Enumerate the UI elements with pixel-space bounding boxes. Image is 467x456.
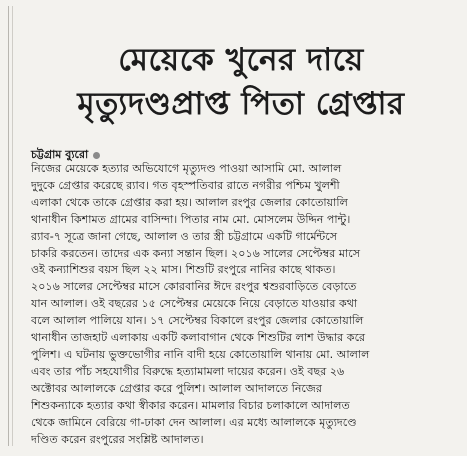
column-rule [8, 6, 9, 446]
headline-line-2: মৃত্যুদণ্ডপ্রাপ্ত পিতা গ্রেপ্তার [77, 86, 405, 122]
body-line: থানাধীন তাজহাট এলাকায় একটি কলাবাগান থেকে শিশুটির লাশ উদ্ধার করে [31, 331, 366, 345]
headline-line-1: মেয়েকে খুনের দায়ে [118, 42, 364, 78]
bullet-icon [93, 152, 100, 159]
body-line: এবং তার পাঁচ সহযোগীর বিরুদ্ধে হত্যামামলা দায়ের করেন। ওই বছর ২৬ [31, 364, 345, 378]
body-line: অক্টোবর আলালকে গ্রেপ্তার করে পুলিশ। আলাল আদালতে নিজের [31, 381, 322, 395]
headline [26, 38, 456, 126]
article-body [31, 161, 459, 448]
column-rule-inner [12, 6, 13, 446]
body-line: ওই কন্যাশিশুর বয়স ছিল ২২ মাস। শিশুটি রংপুরে নানির কাছে থাকত। [31, 263, 336, 277]
byline [31, 148, 100, 162]
body-line: পুলিশ। এ ঘটনায় ভুক্তভোগীর নানি বাদী হয়ে কোতোয়ালি থানায় মো. আলাল [31, 347, 370, 361]
body-line: বলে আলাল পালিয়ে যান। ১৭ সেপ্টেম্বর বিকালে রংপুর জেলার কোতোয়ালি [31, 314, 364, 328]
body-line: নিজের মেয়েকে হত্যার অভিযোগে মৃত্যুদণ্ড পাওয়া আসামি মো. আলাল [31, 162, 342, 175]
body-line: র‍্যাব-৭ সূত্রে জানা গেছে, আলাল ও তার স্ত্রী চট্টগ্রামে একটি গার্মেন্টসে [31, 229, 338, 243]
byline-text: চট্টগ্রাম ব্যুরো [31, 148, 89, 161]
body-line: যান আলাল। ওই বছরের ১৫ সেপ্টেম্বর মেয়েকে নিয়ে বেড়াতে যাওয়ার কথা [31, 297, 358, 311]
body-line: দুদুকে গ্রেপ্তার করেছে র‍্যাব। গত বৃহস্পতিবার রাতে নগরীর পশ্চিম খুলশী [31, 178, 340, 192]
body-line: থানাধীন কিশামত গ্রামের বাসিন্দা। পিতার নাম মো. মোসলেম উদ্দিন পান্টু। [31, 212, 351, 226]
body-line: এলাকা থেকে তাকে গ্রেপ্তার করা হয়। আলাল রংপুর জেলার কোতোয়ালি [31, 195, 348, 209]
body-line: চাকরি করতেন। তাদের এক কন্যা সন্তান ছিল। ২০১৬ সালের সেপ্টেম্বর মাসে [31, 246, 361, 260]
body-line: ২০১৬ সালের সেপ্টেম্বর মাসে কোরবানির ঈদে রংপুর শ্বশুরবাড়িতে বেড়াতে [31, 280, 357, 294]
body-line: শিশুকন্যাকে হত্যার কথা স্বীকার করেন। মামলার বিচার চলাকালে আদালত [31, 398, 350, 412]
body-line: দণ্ডিত করেন রংপুরের সংশ্লিষ্ট আদালত। [31, 432, 204, 446]
body-line: থেকে জামিনে বেরিয়ে গা-ঢাকা দেন আলাল। এর মধ্যে আলালকে মৃত্যুদণ্ডে [31, 415, 357, 429]
